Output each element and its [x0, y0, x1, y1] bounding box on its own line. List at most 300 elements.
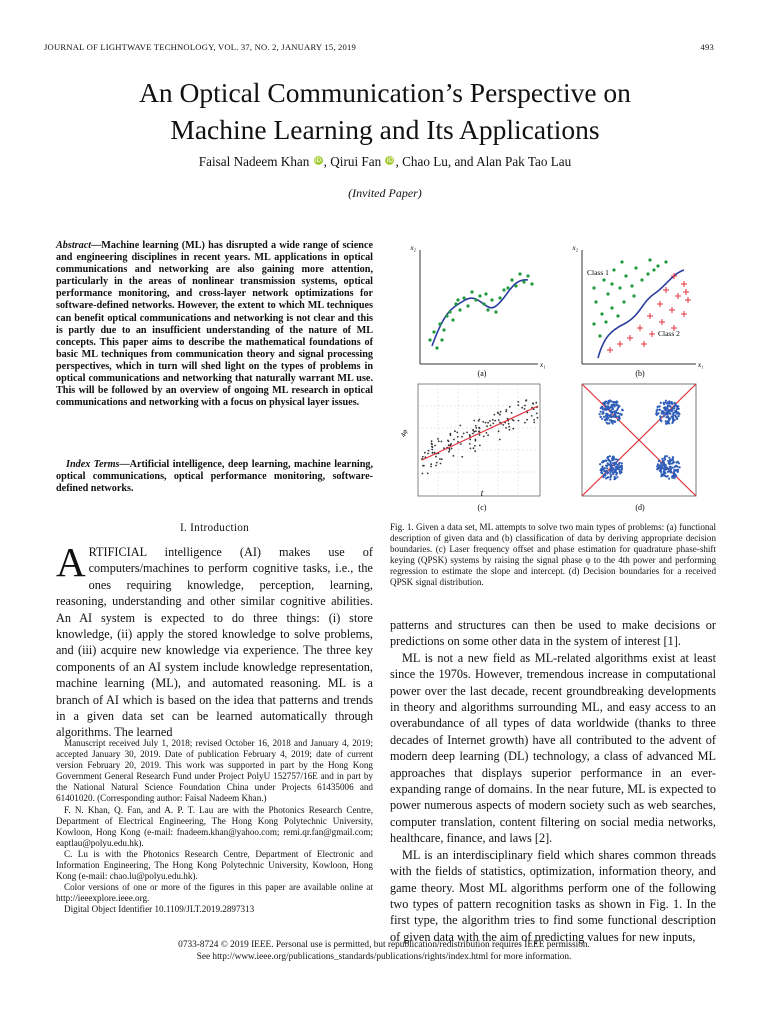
phase-sample — [456, 432, 458, 434]
constellation-point — [664, 475, 666, 477]
index-terms-text: —Artificial intelligence, deep learning, machine learning, optical communications, optical performance monitoring, software-defined networks. — [56, 459, 373, 495]
constellation-point — [612, 471, 614, 473]
data-point — [451, 318, 454, 321]
phase-sample — [472, 433, 474, 435]
index-terms-label: Index Terms — [66, 459, 120, 470]
paper-title — [40, 74, 730, 148]
class-1-label: Class 1 — [587, 268, 609, 277]
panel-a — [409, 244, 545, 378]
constellation-point — [674, 404, 676, 406]
phase-sample — [443, 447, 445, 449]
panel-a-label: (a) — [477, 369, 487, 378]
class-1-point — [612, 268, 615, 271]
phase-sample — [533, 422, 535, 424]
phase-sample — [509, 406, 511, 408]
data-point — [445, 314, 448, 317]
constellation-point — [676, 469, 678, 471]
constellation-point — [613, 468, 615, 470]
data-point — [448, 310, 451, 313]
panel-b-label: (b) — [635, 369, 645, 378]
constellation-point — [664, 409, 666, 411]
author-fan: Qirui Fan — [330, 154, 382, 169]
phase-sample — [478, 420, 480, 422]
constellation-point — [609, 416, 611, 418]
orcid-icon[interactable]: iD — [315, 157, 322, 164]
constellation-point — [612, 422, 614, 424]
phase-sample — [508, 426, 510, 428]
data-point — [482, 302, 485, 305]
constellation-point — [660, 464, 662, 466]
constellation-point — [601, 418, 603, 420]
class-1-point — [656, 264, 659, 267]
constellation-point — [670, 469, 672, 471]
constellation-point — [616, 472, 618, 474]
constellation-point — [605, 401, 607, 403]
constellation-point — [616, 476, 618, 478]
constellation-point — [605, 460, 607, 462]
constellation-point — [656, 412, 658, 414]
constellation-point — [615, 410, 617, 412]
phase-sample — [536, 413, 538, 415]
constellation-point — [621, 462, 623, 464]
data-point — [442, 328, 445, 331]
constellation-point — [605, 470, 607, 472]
data-point — [522, 280, 525, 283]
phase-sample — [453, 439, 455, 441]
constellation-point — [668, 470, 670, 472]
constellation-point — [658, 409, 660, 411]
index-terms — [56, 459, 373, 495]
data-point — [454, 302, 457, 305]
constellation-point — [605, 417, 607, 419]
phase-sample — [518, 420, 520, 422]
phase-sample — [482, 421, 484, 423]
class-1-point — [640, 278, 643, 281]
phase-sample — [449, 449, 451, 451]
constellation-point — [679, 466, 681, 468]
constellation-point — [605, 415, 607, 417]
phase-sample — [531, 415, 533, 417]
panel-c-label: (c) — [477, 503, 487, 512]
phase-sample — [457, 436, 459, 438]
phase-sample — [537, 417, 539, 419]
data-point — [510, 278, 513, 281]
phase-sample — [535, 402, 537, 404]
phase-sample — [506, 409, 508, 411]
constellation-point — [617, 466, 619, 468]
constellation-point — [617, 412, 619, 414]
constellation-point — [613, 457, 615, 459]
data-point — [502, 288, 505, 291]
data-point — [458, 308, 461, 311]
constellation-point — [619, 471, 621, 473]
right-column-text — [390, 617, 716, 945]
class-1-point — [652, 268, 655, 271]
constellation-point — [665, 414, 667, 416]
constellation-point — [666, 455, 668, 457]
constellation-point — [613, 404, 615, 406]
panel-d — [582, 384, 696, 512]
constellation-point — [609, 411, 611, 413]
phase-sample — [448, 440, 450, 442]
figure-1-graphic — [390, 240, 716, 518]
constellation-point — [672, 407, 674, 409]
title-line-1: An Optical Communication’s Perspective on — [139, 77, 631, 108]
section-heading-introduction: I. Introduction — [179, 522, 250, 534]
constellation-point — [667, 475, 669, 477]
phase-sample — [498, 430, 500, 432]
data-point — [518, 272, 521, 275]
constellation-point — [668, 478, 670, 480]
constellation-point — [614, 478, 616, 480]
phase-sample — [524, 422, 526, 424]
panel-b — [571, 244, 703, 378]
phase-sample — [423, 465, 425, 467]
constellation-point — [663, 411, 665, 413]
constellation-point — [603, 460, 605, 462]
phase-sample — [450, 434, 452, 436]
phase-sample — [453, 455, 455, 457]
data-point — [435, 346, 438, 349]
constellation-point — [675, 410, 677, 412]
constellation-point — [668, 461, 670, 463]
author-khan: Faisal Nadeem Khan — [198, 154, 310, 169]
constellation-point — [660, 462, 662, 464]
constellation-point — [606, 422, 608, 424]
phase-sample — [432, 446, 434, 448]
phase-sample — [526, 419, 528, 421]
constellation-point — [600, 416, 602, 418]
running-header — [44, 42, 714, 52]
constellation-point — [605, 409, 607, 411]
constellation-point — [658, 460, 660, 462]
journal-name: JOURNAL OF LIGHTWAVE TECHNOLOGY, VOL. 37, NO. 2, JANUARY 15, 2019 — [44, 42, 357, 52]
constellation-point — [674, 402, 676, 404]
phase-sample — [438, 440, 440, 442]
phase-sample — [517, 401, 519, 403]
constellation-point — [602, 411, 604, 413]
constellation-point — [670, 403, 672, 405]
footnote-affiliation-1: F. N. Khan, Q. Fan, and A. P. T. Lau are with the Photonics Research Centre, Department of Electrical Engineering, The Hong Kong Polytechnic University, Kowloon, Hong Kong (e-mail: fnadeem.khan@yahoo.com; remi.qr.fan@gmail.com; eaptlau@polyu.edu.hk). — [56, 804, 373, 848]
phase-sample — [494, 420, 496, 422]
author-rest: Chao Lu, and Alan Pak Tao Lau — [402, 154, 572, 169]
constellation-point — [608, 407, 610, 409]
data-point — [490, 298, 493, 301]
phase-sample — [461, 436, 463, 438]
class-1-point — [592, 322, 595, 325]
footnote-affiliation-2: C. Lu is with the Photonics Research Centre, Department of Electronic and Information Engineering, The Hong Kong Polytechnic University, Kowloon, Hong Kong (e-mail: chao.lu@polyu.edu.hk). — [56, 848, 373, 882]
phase-sample — [424, 452, 426, 454]
phase-sample — [502, 424, 504, 426]
phase-sample — [474, 450, 476, 452]
phase-sample — [512, 419, 514, 421]
phase-sample — [509, 429, 511, 431]
phase-sample — [485, 422, 487, 424]
constellation-point — [621, 467, 623, 469]
panel-a-x-label: x₁ — [540, 361, 546, 369]
constellation-point — [610, 467, 612, 469]
class-1-point — [646, 272, 649, 275]
phase-sample — [499, 414, 501, 416]
constellation-point — [617, 464, 619, 466]
phase-sample — [431, 443, 433, 445]
invited-paper-note: (Invited Paper) — [348, 186, 422, 200]
phase-sample — [441, 458, 443, 460]
constellation-point — [663, 402, 665, 404]
class-2-label: Class 2 — [658, 329, 680, 338]
constellation-point — [663, 415, 665, 417]
constellation-point — [672, 420, 674, 422]
figure-1 — [390, 240, 716, 518]
phase-sample — [428, 450, 430, 452]
phase-sample — [460, 443, 462, 445]
constellation-point — [667, 467, 669, 469]
phase-sample — [470, 448, 472, 450]
data-point — [440, 338, 443, 341]
panel-c — [399, 384, 540, 512]
constellation-point — [666, 407, 668, 409]
phase-sample — [436, 462, 438, 464]
constellation-point — [664, 467, 666, 469]
phase-sample — [511, 412, 513, 414]
constellation-point — [660, 402, 662, 404]
copyright-line-2: See http://www.ieee.org/publications_standards/publications/rights/index.html for more information. — [196, 951, 572, 962]
constellation-point — [603, 416, 605, 418]
orcid-icon[interactable]: iD — [386, 157, 394, 164]
constellation-point — [606, 465, 608, 467]
class-1-point — [618, 286, 621, 289]
constellation-point — [660, 475, 662, 477]
constellation-point — [612, 462, 614, 464]
paragraph-ml-interdisciplinary: ML is an interdisciplinary field which shares common threads with the fields of statistics, optimization, information theory, and game theory. Most ML algorithms perform one of the following two types of pattern recognition tasks as shown in Fig. 1. In the first type, the algorithm tries to find some functional description of given data with the aim of predicting values for new inputs, — [390, 847, 716, 944]
constellation-point — [666, 416, 668, 418]
phase-sample — [487, 422, 489, 424]
data-point — [530, 282, 533, 285]
class-1-point — [592, 286, 595, 289]
paragraph-continuation: patterns and structures can then be used to make decisions or predictions on some other data in the system of interest [1]. — [390, 618, 716, 649]
phase-sample — [434, 445, 436, 447]
phase-sample — [427, 453, 429, 455]
phase-sample — [532, 403, 534, 405]
constellation-point — [602, 406, 604, 408]
data-point — [470, 290, 473, 293]
constellation-point — [614, 416, 616, 418]
constellation-point — [673, 469, 675, 471]
constellation-point — [671, 459, 673, 461]
constellation-point — [618, 468, 620, 470]
data-point — [438, 322, 441, 325]
constellation-point — [659, 470, 661, 472]
paragraph-ml-history: ML is not a new field as ML-related algorithms exist at least since the 1970s. However, tremendous increase in computational power over the last decade, recent groundbreaking developments in theory and algorithms surrounding ML, and easy access to an overabundance of all types of data worldwide (thanks to three decades of Internet growth) have all contributed to the advent of modern deep learning (DL) technology, a class of advanced ML approaches that displays superior performance in an ever-expanding range of domains. In the near future, ML is expected to power numerous aspects of modern society such as web searches, computer translation, content filtering on social media networks, healthcare, finance, and laws [2]. — [390, 650, 716, 846]
phase-sample — [499, 439, 501, 441]
phase-sample — [517, 404, 519, 406]
class-2-points — [607, 273, 691, 353]
phase-sample — [430, 466, 432, 468]
constellation-point — [605, 413, 607, 415]
constellation-point — [660, 416, 662, 418]
panel-d-label: (d) — [635, 503, 645, 512]
class-1-point — [600, 312, 603, 315]
footnotes — [56, 738, 373, 916]
class-1-point — [610, 282, 613, 285]
constellation-point — [677, 471, 679, 473]
constellation-point — [603, 467, 605, 469]
class-1-point — [594, 300, 597, 303]
phase-sample — [498, 419, 500, 421]
phase-sample — [474, 445, 476, 447]
class-1-point — [604, 320, 607, 323]
data-point — [494, 310, 497, 313]
constellation-point — [606, 407, 608, 409]
phase-sample — [505, 411, 507, 413]
constellation-point — [609, 478, 611, 480]
constellation-point — [618, 405, 620, 407]
phase-sample — [459, 425, 461, 427]
constellation-point — [602, 476, 604, 478]
constellation-point — [606, 457, 608, 459]
constellation-point — [601, 472, 603, 474]
fit-curve — [432, 280, 528, 346]
data-point — [466, 304, 469, 307]
panel-c-x-label: t — [480, 488, 484, 498]
constellation-point — [615, 462, 617, 464]
phase-sample — [490, 425, 492, 427]
data-point — [486, 308, 489, 311]
phase-sample — [461, 456, 463, 458]
data-point — [432, 330, 435, 333]
constellation-point — [608, 464, 610, 466]
constellation-point — [599, 463, 601, 465]
phase-sample — [483, 436, 485, 438]
data-point — [478, 294, 481, 297]
footnote-manuscript: Manuscript received July 1, 2018; revised October 16, 2018 and January 4, 2019; accepted January 30, 2019. Date of publication February 4, 2019; date of current version February 20, 2019. This work was supported in part by the Hong Kong Government General Research Fund under Project PolyU 152757/16E and in part by the National Natural Science Foundation China under Projects 61435006 and 61401020. (Corresponding author: Faisal Nadeem Khan.) — [56, 738, 373, 804]
phase-sample — [497, 412, 499, 414]
constellation-point — [676, 417, 678, 419]
panel-c-y-label: 4φ — [399, 428, 410, 439]
phase-sample — [454, 430, 456, 432]
constellation-point — [673, 461, 675, 463]
phase-sample — [512, 428, 514, 430]
constellation-point — [621, 413, 623, 415]
phase-sample — [437, 438, 439, 440]
phase-sample — [440, 463, 442, 465]
phase-sample — [476, 427, 478, 429]
constellation-point — [671, 410, 673, 412]
phase-sample — [427, 473, 429, 475]
phase-sample — [463, 433, 465, 435]
constellation-point — [678, 412, 680, 414]
phase-sample — [466, 432, 468, 434]
constellation-point — [615, 466, 617, 468]
constellation-point — [656, 408, 658, 410]
constellation-point — [609, 473, 611, 475]
phase-sample — [473, 420, 475, 422]
phase-sample — [441, 441, 443, 443]
phase-sample — [475, 440, 477, 442]
constellation-point — [609, 399, 611, 401]
constellation-point — [619, 462, 621, 464]
constellation-point — [677, 461, 679, 463]
data-point — [526, 274, 529, 277]
phase-sample — [448, 451, 450, 453]
phase-sample — [422, 456, 424, 458]
panel-b-y-label: x₂ — [572, 244, 578, 252]
phase-sample — [431, 449, 433, 451]
constellation-point — [617, 459, 619, 461]
class-1-point — [620, 260, 623, 263]
phase-sample — [475, 425, 477, 427]
phase-sample — [524, 405, 526, 407]
constellation-point — [657, 465, 659, 467]
panel-c-frame — [418, 384, 540, 496]
class-1-point — [622, 300, 625, 303]
class-1-point — [664, 260, 667, 263]
constellation-point — [606, 467, 608, 469]
constellation-point — [675, 465, 677, 467]
phase-sample — [475, 430, 477, 432]
phase-sample — [473, 447, 475, 449]
data-point — [514, 284, 517, 287]
phase-sample — [435, 456, 437, 458]
footnote-doi: Digital Object Identifier 10.1109/JLT.2019.2897313 — [64, 904, 255, 915]
abstract-text: —Machine learning (ML) has disrupted a wide range of science and engineering disciplines in recent years. ML applications in optical communications and networking are also gaining more attention, particularly in the areas of nonlinear transmission systems, optical performance monitoring, and cross-layer network optimizations for software-defined networks. However, the extent to which ML techniques can benefit optical communications and networking is not clear and this is partly due to an insufficient understanding of the nature of ML concepts. This paper aims to describe the mathematical foundations of basic ML techniques from communication theory and signal processing perspectives, which in turn will shed light on the types of problems in optical communications and networking that naturally warrant ML use. This will be followed by an overview of ongoing ML research in optical communications and networking with a focus on physical layer issues. — [56, 240, 373, 409]
constellation-point — [619, 417, 621, 419]
phase-sample — [435, 465, 437, 467]
constellation-point — [677, 415, 679, 417]
data-points — [428, 272, 533, 349]
constellation-point — [617, 407, 619, 409]
constellation-point — [669, 459, 671, 461]
phase-sample — [439, 458, 441, 460]
constellation-point — [607, 403, 609, 405]
phase-sample — [422, 473, 424, 475]
constellation-point — [656, 468, 658, 470]
constellation-point — [659, 405, 661, 407]
phase-sample — [486, 425, 488, 427]
class-1-point — [610, 306, 613, 309]
constellation-point — [668, 409, 670, 411]
constellation-point — [605, 477, 607, 479]
constellation-point — [599, 413, 601, 415]
constellation-point — [611, 408, 613, 410]
class-1-point — [606, 292, 609, 295]
page-number: 493 — [700, 42, 714, 52]
constellation-point — [608, 422, 610, 424]
constellation-point — [669, 413, 671, 415]
phase-sample — [494, 414, 496, 416]
copyright-notice — [44, 940, 724, 963]
class-1-point — [648, 258, 651, 261]
constellation-point — [664, 471, 666, 473]
constellation-point — [604, 473, 606, 475]
phase-sample — [431, 440, 433, 442]
constellation-point — [663, 407, 665, 409]
constellation-point — [665, 422, 667, 424]
class-1-point — [616, 314, 619, 317]
phase-sample — [505, 427, 507, 429]
phase-sample — [492, 423, 494, 425]
phase-sample — [469, 439, 471, 441]
class-1-point — [624, 274, 627, 277]
constellation-point — [614, 421, 616, 423]
copyright-line-1: 0733-8724 © 2019 IEEE. Personal use is permitted, but republication/redistribution requires IEEE permission. — [178, 940, 590, 950]
constellation-point — [662, 461, 664, 463]
data-point — [474, 298, 477, 301]
constellation-point — [610, 471, 612, 473]
constellation-point — [675, 474, 677, 476]
phase-sample — [487, 434, 489, 436]
constellation-point — [611, 401, 613, 403]
